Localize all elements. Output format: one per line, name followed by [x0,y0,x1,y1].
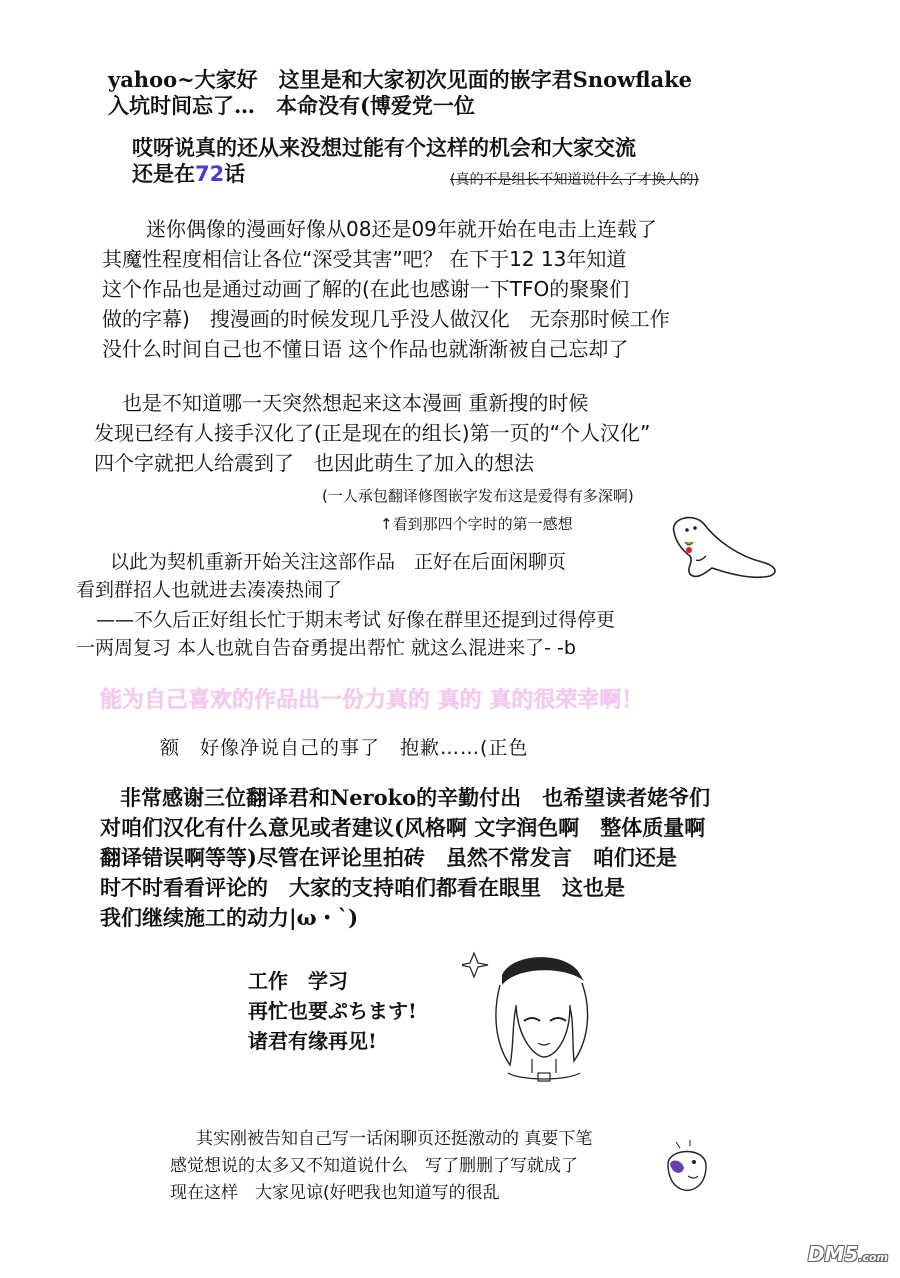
para1-line: 这个作品也是通过动画了解的(在此也感谢一下TFO的聚聚们 [102,277,630,301]
para1-line: 其魔性程度相信让各位“深受其害”吧？ 在下于12 13年知道 [102,247,627,271]
site-watermark-logo [808,1242,888,1266]
signoff-line: 再忙也要ぷちます! [248,999,417,1023]
closing-line: 其实刚被告知自己写一话闲聊页还挺激动的 真要下笔 [196,1129,593,1149]
para2-line: 四个字就把人给震到了 也因此萌生了加入的想法 [94,451,534,475]
episode-number: 72 [195,162,225,186]
strike-note: (真的不是组长不知道说什么了才换人的) [450,172,699,188]
para3-line: ——不久后正好组长忙于期末考试 好像在群里还提到过得停更 [96,609,616,631]
greeting-prefix: 还是在 [132,162,195,186]
thanks-line: 时不时看看评论的 大家的支持咱们都看在眼里 这也是 [100,875,625,900]
aside-line-2: ↑看到那四个字时的第一感想 [380,515,573,533]
aside-line-1: (一人承包翻译修图嵌字发布这是爱得有多深啊) [322,487,634,505]
watermark-main: DM5 [807,1242,859,1266]
para1-line: 没什么时间自己也不懂日语 这个作品也就渐渐被自己忘却了 [102,337,629,361]
thanks-line: 非常感谢三位翻译君和Neroko的辛勤付出 也希望读者姥爷们 [120,785,711,810]
signoff-line: 工作 学习 [248,969,348,993]
para3-line: 一两周复习 本人也就自告奋勇提出帮忙 就这么混进来了- -b [76,637,576,659]
thanks-line: 我们继续施工的动力|ω・`) [100,905,359,930]
thanks-line: 对咱们汉化有什么意见或者建议(风格啊 文字润色啊 整体质量啊 [100,815,706,840]
greeting-suffix: 话 [224,162,246,186]
closing-line: 现在这样 大家见谅(好吧我也知道写的很乱 [170,1183,500,1203]
highlight-line: 能为自己喜欢的作品出一份力真的 真的 真的很荣幸啊！ [100,688,644,713]
para1-line: 做的字幕) 搜漫画的时候发现几乎没人做汉化 无奈那时候工作 [102,307,670,331]
watermark-suffix: .com [858,1251,888,1264]
intro-line-1: yahoo~大家好 这里是和大家初次见面的嵌字君Snowflake [108,67,692,92]
para2-line: 发现已经有人接手汉化了(正是现在的组长)第一页的“个人汉化” [94,421,651,445]
para3-line: 看到群招人也就进去凑凑热闹了 [76,579,343,601]
closing-line: 感觉想说的太多又不知道说什么 写了删删了写就成了 [170,1156,578,1176]
greeting-line-2 [132,162,245,186]
para3-line: 以此为契机重新开始关注这部作品 正好在后面闲聊页 [110,551,567,573]
character-sketch-icon [462,945,602,1095]
signoff-line: 诸君有缘再见! [248,1029,377,1053]
para1-line: 迷你偶像的漫画好像从08还是09年就开始在电击上连载了 [146,217,657,241]
seal-doodle-icon [660,510,785,585]
greeting-line-1: 哎呀说真的还从来没想过能有个这样的机会和大家交流 [132,136,636,160]
thanks-line: 翻译错误啊等等)尽管在评论里拍砖 虽然不常发言 咱们还是 [100,845,677,870]
handwritten-apology: 额 好像净说自己的事了 抱歉……(正色 [160,737,529,759]
face-doodle-icon [662,1138,712,1196]
intro-line-2: 入坑时间忘了… 本命没有(博爱党一位 [108,93,475,118]
para2-line: 也是不知道哪一天突然想起来这本漫画 重新搜的时候 [122,391,589,415]
